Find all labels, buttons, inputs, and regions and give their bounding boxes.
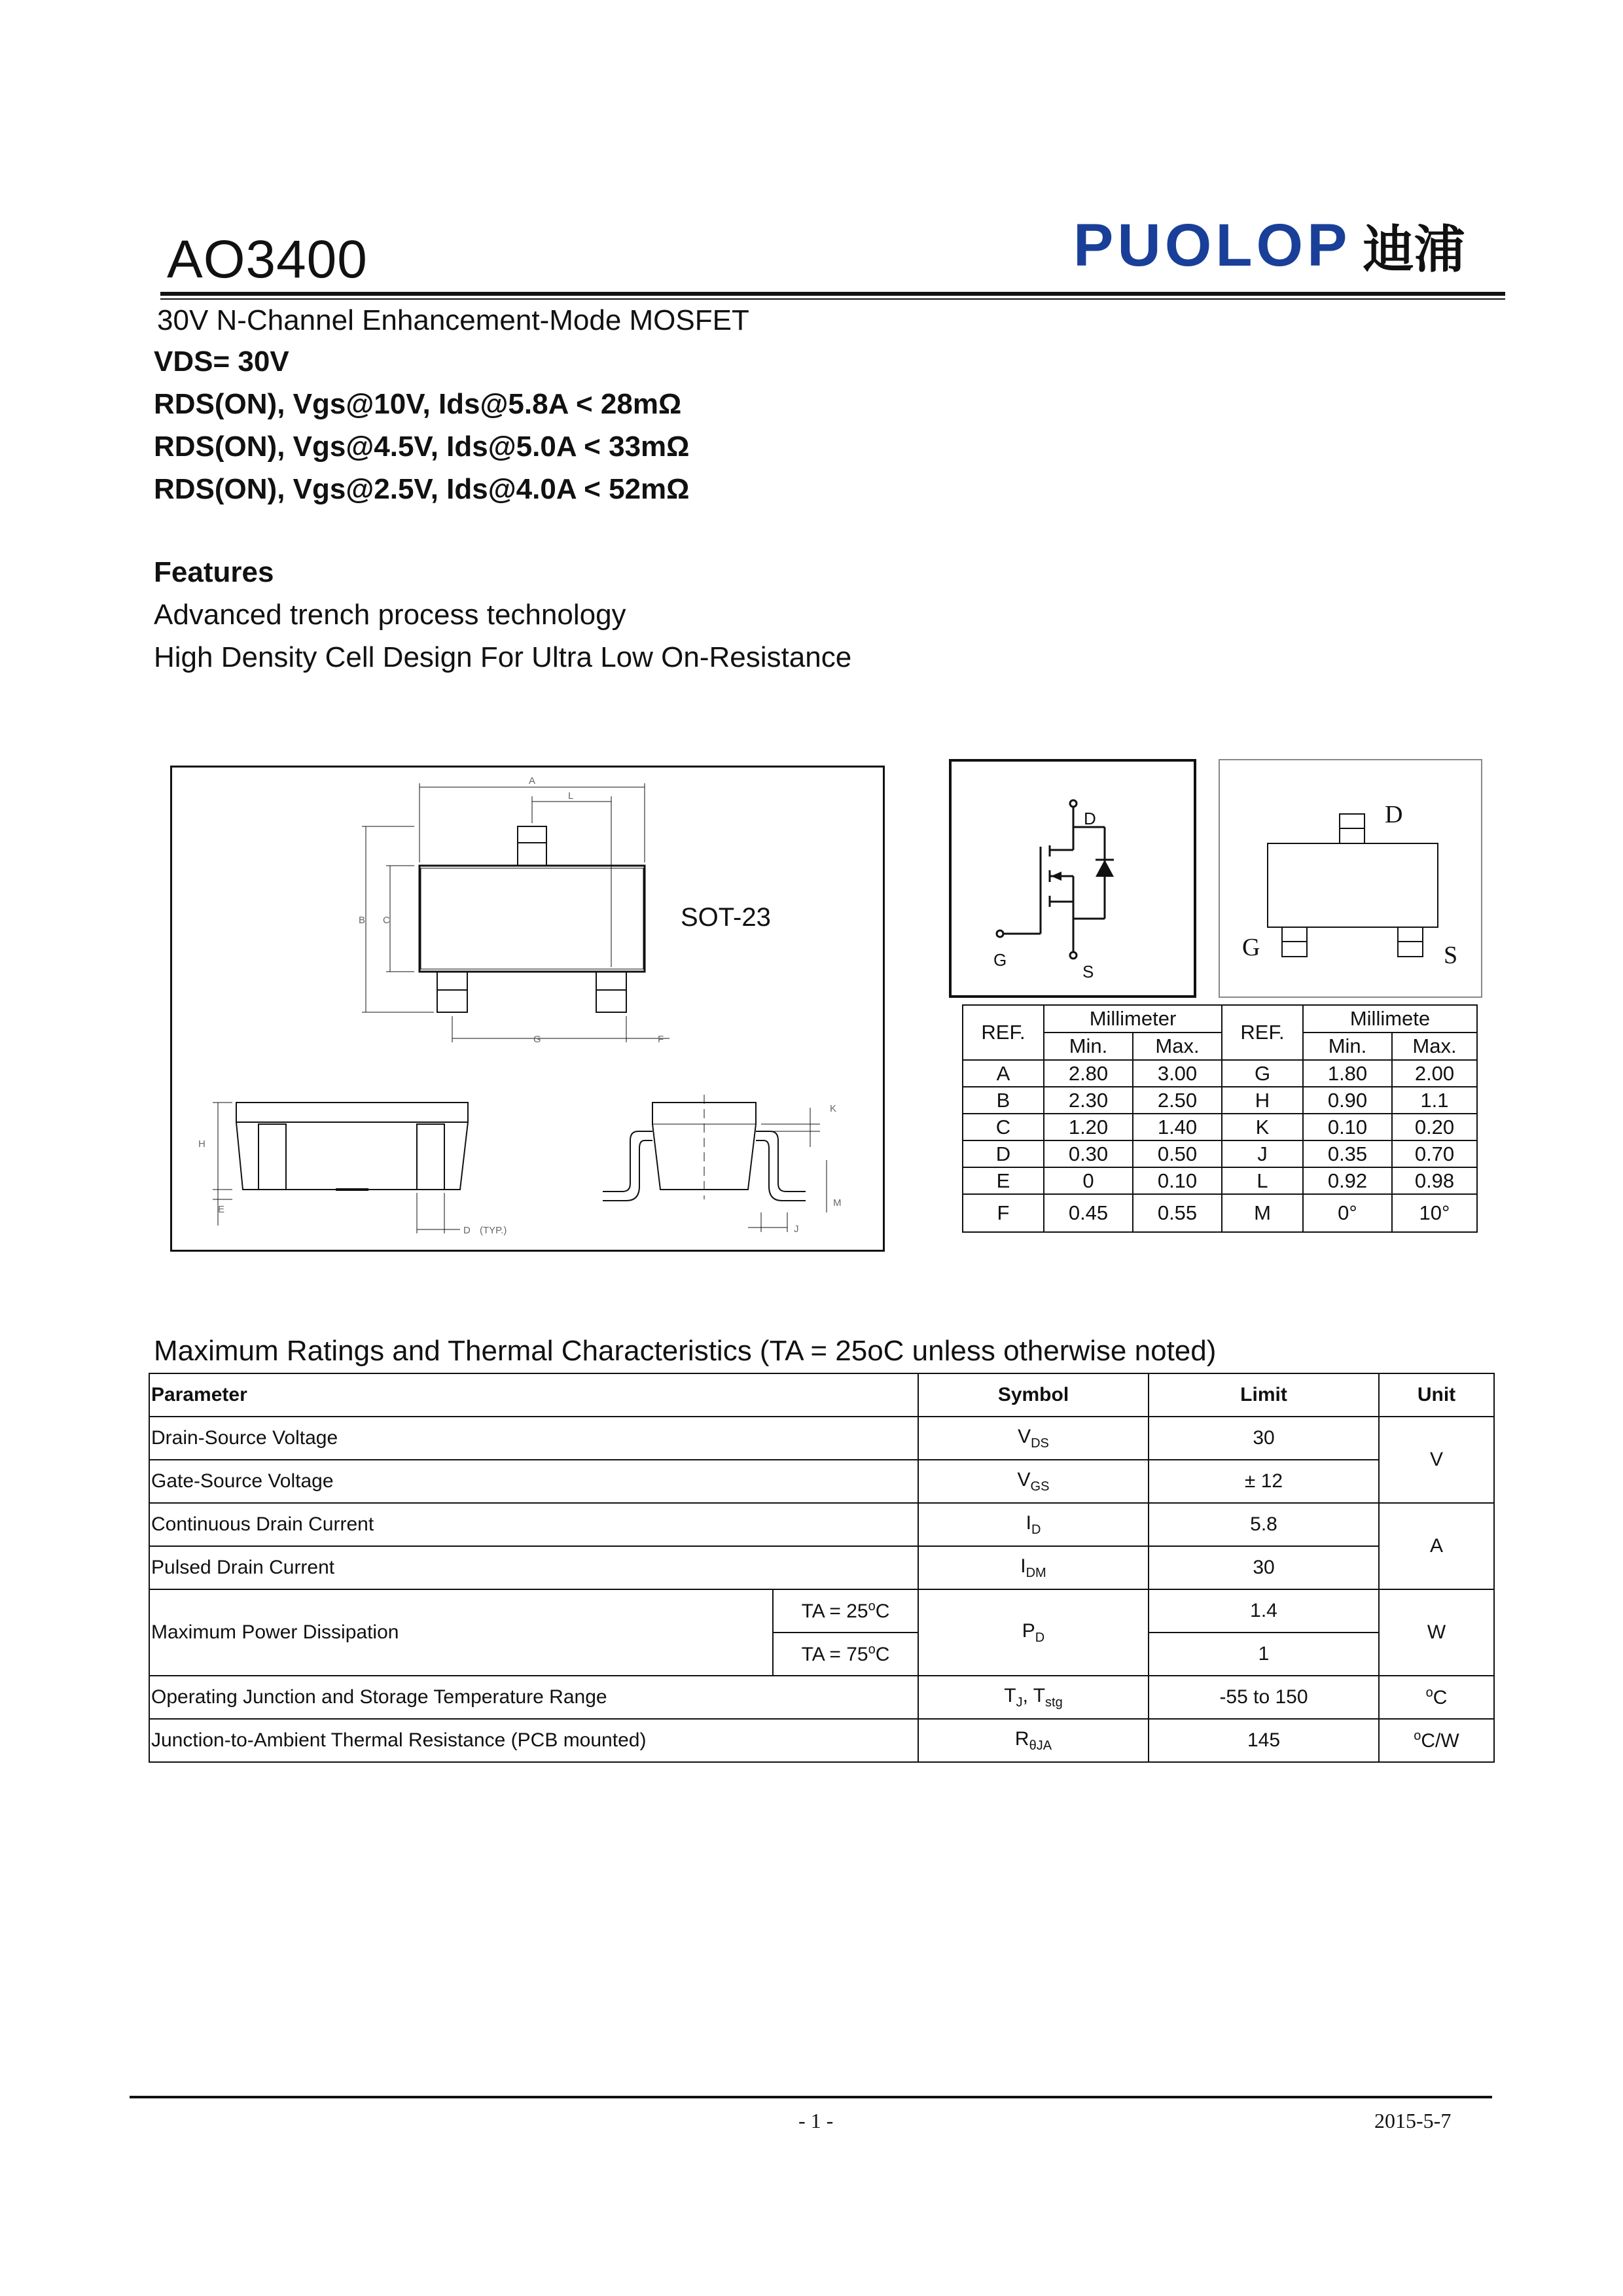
spec-rds-2v5: RDS(ON), Vgs@2.5V, Ids@4.0A < 52mΩ (154, 473, 690, 505)
max-cell: 2.50 (1133, 1087, 1222, 1114)
min-cell: 1.80 (1303, 1060, 1392, 1087)
ref-cell: F (963, 1194, 1044, 1232)
max-cell: 0.55 (1133, 1194, 1222, 1232)
dim-label-typ: (TYP.) (480, 1225, 507, 1236)
dimension-row (963, 1087, 1477, 1114)
feature-item: Advanced trench process technology (154, 599, 626, 631)
dimension-row (963, 1140, 1477, 1167)
rating-row (149, 1460, 1494, 1503)
features-title: Features (154, 556, 274, 588)
ratings-title: Maximum Ratings and Thermal Characteristics (TA = 25oC unless otherwise noted) (154, 1335, 1217, 1367)
unit-cell: A (1379, 1503, 1494, 1589)
max-cell: 0.10 (1133, 1167, 1222, 1194)
pinout-label-g: G (1242, 934, 1260, 961)
param-cell: Gate-Source Voltage (149, 1460, 918, 1503)
symbol-header: Symbol (918, 1373, 1149, 1417)
max-cell: 0.98 (1392, 1167, 1477, 1194)
dim-label-j: J (794, 1224, 799, 1235)
symbol-cell: $R_{\theta JA}$ (918, 1719, 1149, 1762)
min-cell: 0.92 (1303, 1167, 1392, 1194)
rating-row (149, 1589, 1494, 1633)
package-outline-svg (172, 768, 883, 1250)
dim-label-k: K (830, 1103, 837, 1114)
limit-cell: 5.8 (1149, 1503, 1379, 1546)
unit-header: Unit (1379, 1373, 1494, 1417)
unit-cell: $^o$C (1379, 1676, 1494, 1719)
max-header: Max. (1392, 1033, 1477, 1060)
feature-item: High Density Cell Design For Ultra Low On-Resistance (154, 641, 852, 673)
unit-header: Millimete (1303, 1005, 1477, 1033)
pin-label-s: S (1082, 962, 1094, 981)
symbol-cell: $V_{DS}$ (918, 1417, 1149, 1460)
dim-label-f: F (658, 1034, 664, 1045)
pin-label-g: G (993, 950, 1007, 970)
max-cell: 2.00 (1392, 1060, 1477, 1087)
mosfet-symbol-svg (952, 762, 1194, 995)
unit-header: Millimeter (1044, 1005, 1222, 1033)
max-cell: 1.40 (1133, 1114, 1222, 1140)
pin-label-d: D (1084, 809, 1096, 828)
dim-label-m: M (833, 1197, 842, 1209)
logo-chinese: 迪浦 (1363, 221, 1465, 279)
min-cell: 1.20 (1044, 1114, 1133, 1140)
pinout-label-s: S (1444, 942, 1458, 969)
min-header: Min. (1303, 1033, 1392, 1060)
param-cell: Junction-to-Ambient Thermal Resistance (PCB mounted) (149, 1719, 918, 1762)
condition-cell: TA = $25^oC$ (773, 1589, 918, 1633)
limit-cell: 30 (1149, 1417, 1379, 1460)
unit-cell: V (1379, 1417, 1494, 1503)
param-cell: Maximum Power Dissipation (149, 1589, 773, 1676)
min-cell: 0° (1303, 1194, 1392, 1232)
ref-cell: M (1222, 1194, 1303, 1232)
ref-cell: E (963, 1167, 1044, 1194)
spec-vds: VDS= 30V (154, 345, 289, 378)
limit-cell: 1 (1149, 1633, 1379, 1676)
min-cell: 0.10 (1303, 1114, 1392, 1140)
ref-header: REF. (1222, 1005, 1303, 1060)
rating-row (149, 1503, 1494, 1546)
param-cell: Pulsed Drain Current (149, 1546, 918, 1589)
max-cell: 0.20 (1392, 1114, 1477, 1140)
max-cell: 0.50 (1133, 1140, 1222, 1167)
min-cell: 0.45 (1044, 1194, 1133, 1232)
param-cell: Operating Junction and Storage Temperature Range (149, 1676, 918, 1719)
logo-text: PUOLOP (1073, 211, 1351, 279)
max-cell: 10° (1392, 1194, 1477, 1232)
rating-row (149, 1719, 1494, 1762)
condition-cell: TA = $75^oC$ (773, 1633, 918, 1676)
ref-cell: C (963, 1114, 1044, 1140)
min-cell: 0.30 (1044, 1140, 1133, 1167)
rating-row (149, 1676, 1494, 1719)
document-date: 2015-5-7 (1374, 2109, 1452, 2132)
symbol-cell: $V_{GS}$ (918, 1460, 1149, 1503)
pinout-svg (1220, 760, 1481, 997)
unit-cell: W (1379, 1589, 1494, 1676)
part-number: AO3400 (167, 230, 368, 289)
limit-cell: 1.4 (1149, 1589, 1379, 1633)
dim-label-e: E (218, 1204, 225, 1215)
dim-label-d: D (463, 1225, 471, 1236)
symbol-cell: $P_D$ (918, 1589, 1149, 1676)
pinout-label-d: D (1385, 801, 1403, 828)
ref-cell: D (963, 1140, 1044, 1167)
ref-cell: L (1222, 1167, 1303, 1194)
dimension-table (962, 1004, 1478, 1233)
min-cell: 0.35 (1303, 1140, 1392, 1167)
header-rule (160, 292, 1505, 296)
max-cell: 3.00 (1133, 1060, 1222, 1087)
dim-label-l: L (568, 790, 574, 802)
dim-label-c: C (383, 915, 390, 926)
page-number: - 1 - (798, 2109, 834, 2132)
min-cell: 0 (1044, 1167, 1133, 1194)
rating-row (149, 1546, 1494, 1589)
spec-rds-4v5: RDS(ON), Vgs@4.5V, Ids@5.0A < 33mΩ (154, 431, 690, 463)
dimension-row (963, 1060, 1477, 1087)
dim-label-a: A (529, 775, 536, 786)
spec-rds-10v: RDS(ON), Vgs@10V, Ids@5.8A < 28mΩ (154, 388, 682, 420)
limit-cell: 145 (1149, 1719, 1379, 1762)
mosfet-schematic (949, 759, 1196, 998)
ref-cell: J (1222, 1140, 1303, 1167)
min-cell: 2.30 (1044, 1087, 1133, 1114)
ref-cell: K (1222, 1114, 1303, 1140)
symbol-cell: $I_D$ (918, 1503, 1149, 1546)
limit-header: Limit (1149, 1373, 1379, 1417)
limit-cell: ± 12 (1149, 1460, 1379, 1503)
min-cell: 2.80 (1044, 1060, 1133, 1087)
dimension-row (963, 1194, 1477, 1232)
min-header: Min. (1044, 1033, 1133, 1060)
min-cell: 0.90 (1303, 1087, 1392, 1114)
header-rule-thin (160, 298, 1505, 300)
subtitle: 30V N-Channel Enhancement-Mode MOSFET (157, 304, 749, 336)
max-header: Max. (1133, 1033, 1222, 1060)
max-cell: 1.1 (1392, 1087, 1477, 1114)
pinout-drawing (1219, 759, 1482, 998)
dim-label-g: G (533, 1034, 541, 1045)
symbol-cell: $I_{DM}$ (918, 1546, 1149, 1589)
limit-cell: 30 (1149, 1546, 1379, 1589)
limit-cell: -55 to 150 (1149, 1676, 1379, 1719)
ref-cell: A (963, 1060, 1044, 1087)
package-outline-drawing (170, 766, 885, 1252)
brand-logo (1073, 209, 1465, 281)
footer-rule (130, 2096, 1492, 2098)
ref-cell: G (1222, 1060, 1303, 1087)
ref-cell: B (963, 1087, 1044, 1114)
dimension-row (963, 1167, 1477, 1194)
ref-header: REF. (963, 1005, 1044, 1060)
dim-label-b: B (359, 915, 366, 926)
ratings-header-row (149, 1373, 1494, 1417)
package-name: SOT-23 (681, 903, 771, 932)
parameter-header: Parameter (149, 1373, 918, 1417)
dim-label-h: H (198, 1139, 205, 1150)
rating-row (149, 1417, 1494, 1460)
dimension-row (963, 1114, 1477, 1140)
ratings-table (149, 1373, 1495, 1763)
ref-cell: H (1222, 1087, 1303, 1114)
param-cell: Drain-Source Voltage (149, 1417, 918, 1460)
param-cell: Continuous Drain Current (149, 1503, 918, 1546)
max-cell: 0.70 (1392, 1140, 1477, 1167)
unit-cell: $^o$C/W (1379, 1719, 1494, 1762)
symbol-cell: $T_J$, $T_{stg}$ (918, 1676, 1149, 1719)
